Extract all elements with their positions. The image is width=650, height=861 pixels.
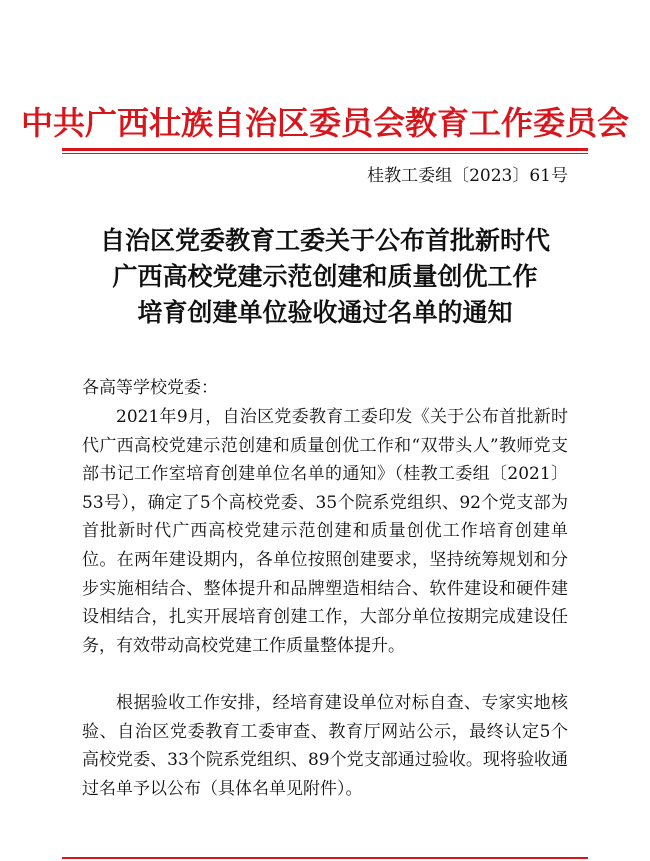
body-paragraph-2: 根据验收工作安排，经培育建设单位对标自查、专家实地核验、自治区党委教育工委审查、教育厅网站公示，最终认定5个高校党委、33个院系党组织、89个党支部通过验收。现将验收通过名单予以公布（具体名单见附件）。 — [82, 693, 568, 799]
body-paragraph-1-container — [82, 403, 568, 660]
salutation: 各高等学校党委： — [82, 378, 218, 398]
document-title — [0, 223, 650, 331]
red-header-rule-thick — [62, 148, 588, 151]
document-title-line-1: 自治区党委教育工委关于公布首批新时代 — [99, 226, 550, 255]
issuing-organization-title: 中共广西壮族自治区委员会教育工作委员会 — [20, 104, 629, 142]
red-header-rule-thin — [62, 153, 588, 154]
red-footer-rule — [62, 857, 588, 859]
body-paragraph-2-container — [82, 689, 568, 803]
document-number: 桂教工委组〔2023〕61号 — [367, 166, 568, 186]
body-paragraph-1: 2021年9月，自治区党委教育工委印发《关于公布首批新时代广西高校党建示范创建和质量创优工作和“双带头人”教师党支部书记工作室培育创建单位名单的通知》（桂教工委组〔2021〕53号），确定了5个高校党委、35个院系党组织、92个党支部为首批新时代广西高校党建示范创建和质量创优工作培育创建单位。在两年建设期内，各单位按照创建要求，坚持统筹规划和分步实施相结合、整体提升和品牌塑造相结合、软件建设和硬件建设相结合，扎实开展培育创建工作，大部分单位按期完成建设任务，有效带动高校党建工作质量整体提升。 — [82, 407, 568, 656]
document-title-line-2: 广西高校党建示范创建和质量创优工作 — [112, 262, 538, 291]
document-title-line-3: 培育创建单位验收通过名单的通知 — [137, 298, 513, 327]
